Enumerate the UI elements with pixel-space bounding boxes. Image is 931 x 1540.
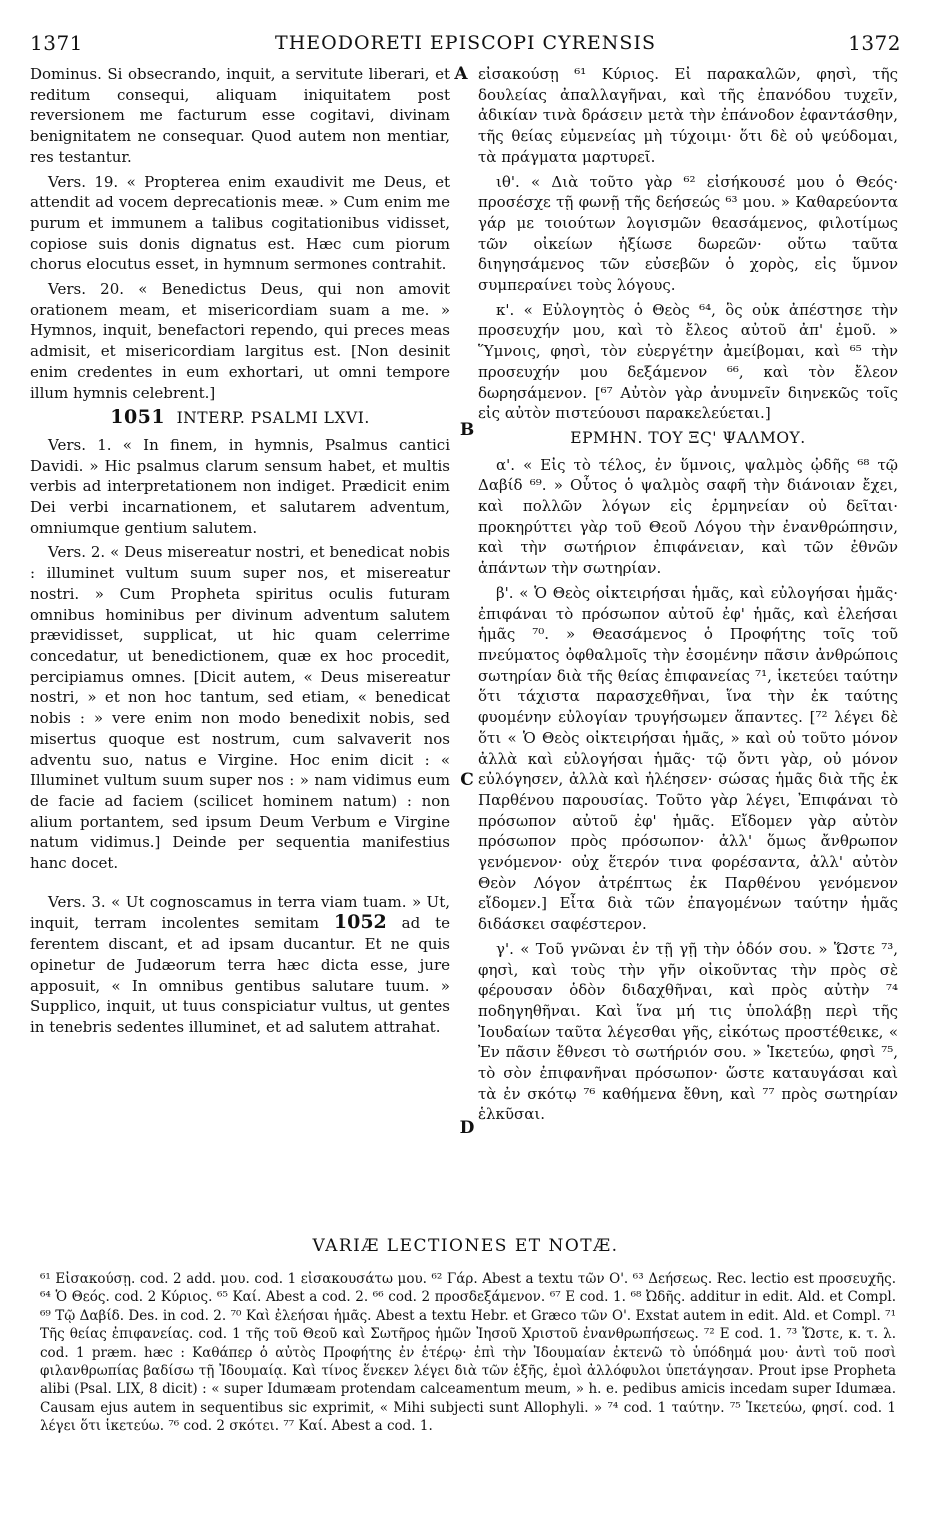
column-number: 1051 <box>110 406 166 429</box>
greek-paragraph: β'. « Ὁ Θεὸς οἰκτειρήσαι ἡμᾶς, καὶ εὐλογήσαι ἡμᾶς· ἐπιφάναι τὸ πρόσωπον αὐτοῦ ἐφ' ἡμᾶς, καὶ ἐλεήσαι ἡμᾶς ⁷⁰. » Θεασάμενος ὁ Προφήτης τοῖς τοῦ πνεύματος ὀφθαλμοῖς τὴν ἐσομένην πᾶσιν ἀνθρώποις σωτηρίαν διὰ τῆς θείας ἐπιφανείας ⁷¹, ἱκετεύει ταύτην ὅτι τάχιστα παρασχεθῆναι, ἵνα τὴν ἐκ ταύτης φυομένην εὐλογίαν τρυγήσωμεν ἅπαντες. [⁷² λέγει δὲ ὅτι « Ὁ Θεὸς οἰκτειρήσαι ἡμᾶς, » καὶ οὐ τοῦτο μόνον ἀλλὰ καὶ εὐλογήσαι ἡμᾶς· τῷ ὄντι γὰρ, οὐ μόνον εὐλόγησεν, ἀλλὰ καὶ ἠλέησεν· σώσας ἡμᾶς διὰ τῆς ἐκ Παρθένου παρουσίας. Τοῦτο γὰρ λέγει, Ἐπιφάναι τὸ πρόσωπον αὐτοῦ ἐφ' ἡμᾶς. Εἴδομεν γὰρ αὐτὸν πρόσωπον πρὸς πρόσωπον· ἀλλ' ὅμως ἄνθρωπον γενόμενον· οὐχ ἕτερόν τινα φορέσαντα, ἀλλ' αὐτὸν Θεὸν Λόγον ἀτρέπτως ἐκ Παρθένου γενόμενον εἴδομεν.] Εἶτα διὰ τῶν ἐπαγομένων ταύτην ἡμᾶς διδάσκει σαφέστερον. <box>478 583 898 934</box>
latin-paragraph: Vers. 19. « Propterea enim exaudivit me Deus, et attendit ad vocem deprecationis meæ. » Cum enim me purum et immunem a talibus cogitationibus vidisset, copiose suis donis dignatus est. Hæc cum piorum chorus elocutus esset, in hymnum sermones contrahit. <box>30 172 450 274</box>
latin-paragraph: Vers. 1. « In finem, in hymnis, Psalmus cantici Davidi. » Hic psalmus clarum sensum habet, et multis verbis ad interpretationem non indiget. Prædicit enim Dei verbi incarnationem, et salutarem adventum, omniumque gentium salutem. <box>30 435 450 537</box>
greek-paragraph: εἰσακούσῃ ⁶¹ Κύριος. Εἰ παρακαλῶν, φησὶ, τῆς δουλείας ἀπαλλαγῆναι, καὶ τῆς ἐπανόδου τυχεῖν, ἀδικίαν τινὰ δράσειν μετὰ τὴν ἐπάνοδον ἐφαντάσθην, τῆς θείας εὐμενείας μὴ τύχοιμι· ὅτι δὲ οὐ ψεύδομαι, τὰ πράγματα μαρτυρεῖ. <box>478 65 898 166</box>
latin-text: Vers. 3. « Ut cognoscamus in terra viam tuam. » Ut, inquit, terram incolentes semitam <box>30 892 450 933</box>
latin-paragraph <box>30 892 450 1038</box>
column-number: 1052 <box>333 911 387 934</box>
margin-letter-d: D <box>459 1118 475 1138</box>
greek-paragraph: ιθ'. « Διὰ τοῦτο γὰρ ⁶² εἰσήκουσέ μου ὁ Θεός· προσέσχε τῇ φωνῇ τῆς δεήσεώς ⁶³ μου. » Καθαρεύοντα γάρ με τοιούτων λογισμῶν θεασάμενος, φιλοτίμως τῶν οἰκείων ἠξίωσε δωρεῶν· οὕτω ταῦτα διηγησάμενος τῶν εὐσεβῶν ὁ χορὸς, εἰς ὕμνον συμπεραίνει τοὺς λόγους. <box>478 172 898 295</box>
latin-paragraph: Vers. 20. « Benedictus Deus, qui non amovit orationem meam, et misericordiam suam a me. » Hymnos, inquit, benefactori rependo, qui preces meas admisit, et misericordiam largitus est. [Non desinit enim credentes in eum exhortari, ut omni tempore illum hymnis celebrent.] <box>30 280 450 402</box>
margin-letter-c: C <box>460 770 474 790</box>
margin-letter-a: A <box>454 64 468 84</box>
latin-paragraph: Dominus. Si obsecrando, inquit, a servitute liberari, et reditum consequi, aliquam iniquitatem post reversionem me facturum esse cogitavi, divinam benignitatem ne consequar. Quod autem non mentiar, res testantur. <box>30 65 450 166</box>
page-number-right: 1372 <box>848 31 901 55</box>
greek-paragraph: κ'. « Εὐλογητὸς ὁ Θεὸς ⁶⁴, ὃς οὐκ ἀπέστησε τὴν προσευχήν μου, καὶ τὸ ἔλεος αὐτοῦ ἀπ' ἐμοῦ. » Ὕμνοις, φησὶ, τὸν εὐεργέτην ἀμείβομαι, καὶ ⁶⁵ τὴν προσευχήν μου δεξάμενον ⁶⁶, καὶ τὸν ἔλεον δωρησάμενον. [⁶⁷ Αὐτὸν γὰρ ἀνυμνεῖν διηνεκῶς τοῖς εἰς αὐτὸν πιστεύουσι παρακελεύεται.] <box>478 300 898 423</box>
greek-paragraph: α'. « Εἰς τὸ τέλος, ἐν ὕμνοις, ψαλμὸς ᾠδῆς ⁶⁸ τῷ Δαβίδ ⁶⁹. » Οὗτος ὁ ψαλμὸς σαφῆ τὴν διάνοιαν ἔχει, καὶ πολλῶν λόγων εἰς ἑρμηνείαν οὐ δεῖται· προκηρύττει γὰρ τοῦ Θεοῦ Λόγου τὴν ἐνανθρώπησιν, καὶ τὴν σωτήριον ἐπιφάνειαν, καὶ τῶν ἐθνῶν ἁπάντων τὴν σωτηρίαν. <box>478 455 898 578</box>
greek-paragraph: γ'. « Τοῦ γνῶναι ἐν τῇ γῇ τὴν ὁδόν σου. » Ὥστε ⁷³, φησὶ, καὶ τοὺς τὴν γῆν οἰκοῦντας τὴν πρὸς σὲ φέρουσαν ὁδὸν διδαχθῆναι, καὶ πρὸς αὐτὴν ⁷⁴ ποδηγηθῆναι. Καὶ ἵνα μή τις ὑπολάβῃ περὶ τῆς Ἰουδαίων ταῦτα λέγεσθαι γῆς, εἰκότως προστέθεικε, « Ἐν πᾶσιν ἔθνεσι τὸ σωτήριόν σου. » Ἱκετεύω, φησὶ ⁷⁵, τὸ σὸν ἐπιφανῆναι πρόσωπον· ὥστε καταυγάσαι καὶ τὰ ἐν σκότῳ ⁷⁶ καθήμενα ἔθνη, καὶ ⁷⁷ πρὸς σωτηρίαν ἑλκῦσαι. <box>478 939 898 1124</box>
page-header <box>30 28 901 58</box>
margin-letter-b: B <box>459 420 475 440</box>
latin-paragraph: Vers. 2. « Deus misereatur nostri, et benedicat nobis : illuminet vultum suum super nos, et misereatur nostri. » Cum Propheta spiritus oculis futuram omnibus hominibus per divinum adventum salutem prævidisset, supplicat, ut hic quam celerrime concedatur, ut benedictionem, quæ ex hoc procedit, percipiamus omnes. [Dicit autem, « Deus misereatur nostri, » et non hoc tantum, sed etiam, « benedicat nobis : » vere enim non modo benedixit nobis, sed misertus quoque est nostrum, cum salvaverit nos adventu suo, natus e Virgine. Hoc enim dicit : « Illuminet vultum suum super nos : » nam vidimus eum de facie ad faciem (scilicet hominem natum) : non alium portantem, sed ipsum Deum Verbum e Virgine natum vidimus.] Deinde per sequentia manifestius hanc docet. <box>30 543 450 873</box>
latin-text: ad te ferentem discant, et ad ipsam ducantur. Et ne quis opinetur de Judæorum terra hæc dicta esse, jure apposuit, « In omnibus gentibus salutare tuum. » Supplico, inquit, ut tuus conspiciatur vultus, ut gentes in tenebris sedentes illuminet, et ad salutem attrahat. <box>30 914 450 1036</box>
notes-section <box>40 1270 896 1436</box>
greek-section-heading: ΕΡΜΗΝ. ΤΟΥ ΞϚ' ΨΑΛΜΟΥ. <box>570 428 806 447</box>
greek-column <box>478 64 898 1129</box>
running-title: THEODORETI EPISCOPI CYRENSIS <box>275 32 656 54</box>
notes-text: ⁶¹ Εἰσακούσῃ. cod. 2 add. μου. cod. 1 εἰσακουσάτω μου. ⁶² Γάρ. Abest a textu τῶν Ο'. ⁶³ Δεήσεως. Rec. lectio est προσευχῆς. ⁶⁴ Ὁ Θεός. cod. 2 Κύριος. ⁶⁵ Καί. Abest a cod. 2. ⁶⁶ cod. 2 προσδεξάμενον. ⁶⁷ E cod. 1. ⁶⁸ Ὠδῆς. additur in edit. Ald. et Compl. ⁶⁹ Τῷ Δαβίδ. Des. in cod. 2. ⁷⁰ Καὶ ἐλεήσαι ἡμᾶς. Abest a textu Hebr. et Græco τῶν Ο'. Exstat autem in edit. Ald. et Compl. ⁷¹ Τῆς θείας ἐπιφανείας. cod. 1 τῆς τοῦ Θεοῦ καὶ Σωτῆρος ἡμῶν Ἰησοῦ Χριστοῦ ἐνανθρωπήσεως. ⁷² E cod. 1. ⁷³ Ὥστε, κ. τ. λ. cod. 1 præm. hæc : Καθάπερ ὁ αὐτὸς Προφήτης ἐν ἑτέρῳ· ἐπὶ τὴν Ἰδουμαίαν ἐκτενῶ τὸ ὑπόδημά μου· ἀντὶ τοῦ ποσὶ φιλανθρωπίας βαδίσω τῇ Ἰδουμαίᾳ. Καὶ τίνος ἕνεκεν λέγει διὰ τῶν ἑξῆς, ἐμοὶ ἀλλόφυλοι ὑπετάγησαν. Prout ipse Propheta alibi (Psal. LIX, 8 dicit) : « super Idumæam protendam calceamentum meum, » h. e. pedibus amicis incedam super Idumæa. Causam ejus autem in sequentibus sic exprimit, « Mihi subjecti sunt Allophyli. » ⁷⁴ cod. 1 ταύτην. ⁷⁵ Ἱκετεύω, φησί. cod. 1 λέγει ὅτι ἱκετεύω. ⁷⁶ cod. 2 σκότει. ⁷⁷ Καί. Abest a cod. 1. <box>40 1271 896 1435</box>
latin-column <box>30 64 450 1042</box>
notes-heading: VARIÆ LECTIONES ET NOTÆ. <box>312 1236 619 1256</box>
section-title: INTERP. PSALMI LXVI. <box>176 409 370 428</box>
page-number-left: 1371 <box>30 31 83 55</box>
latin-section-heading <box>30 407 450 429</box>
